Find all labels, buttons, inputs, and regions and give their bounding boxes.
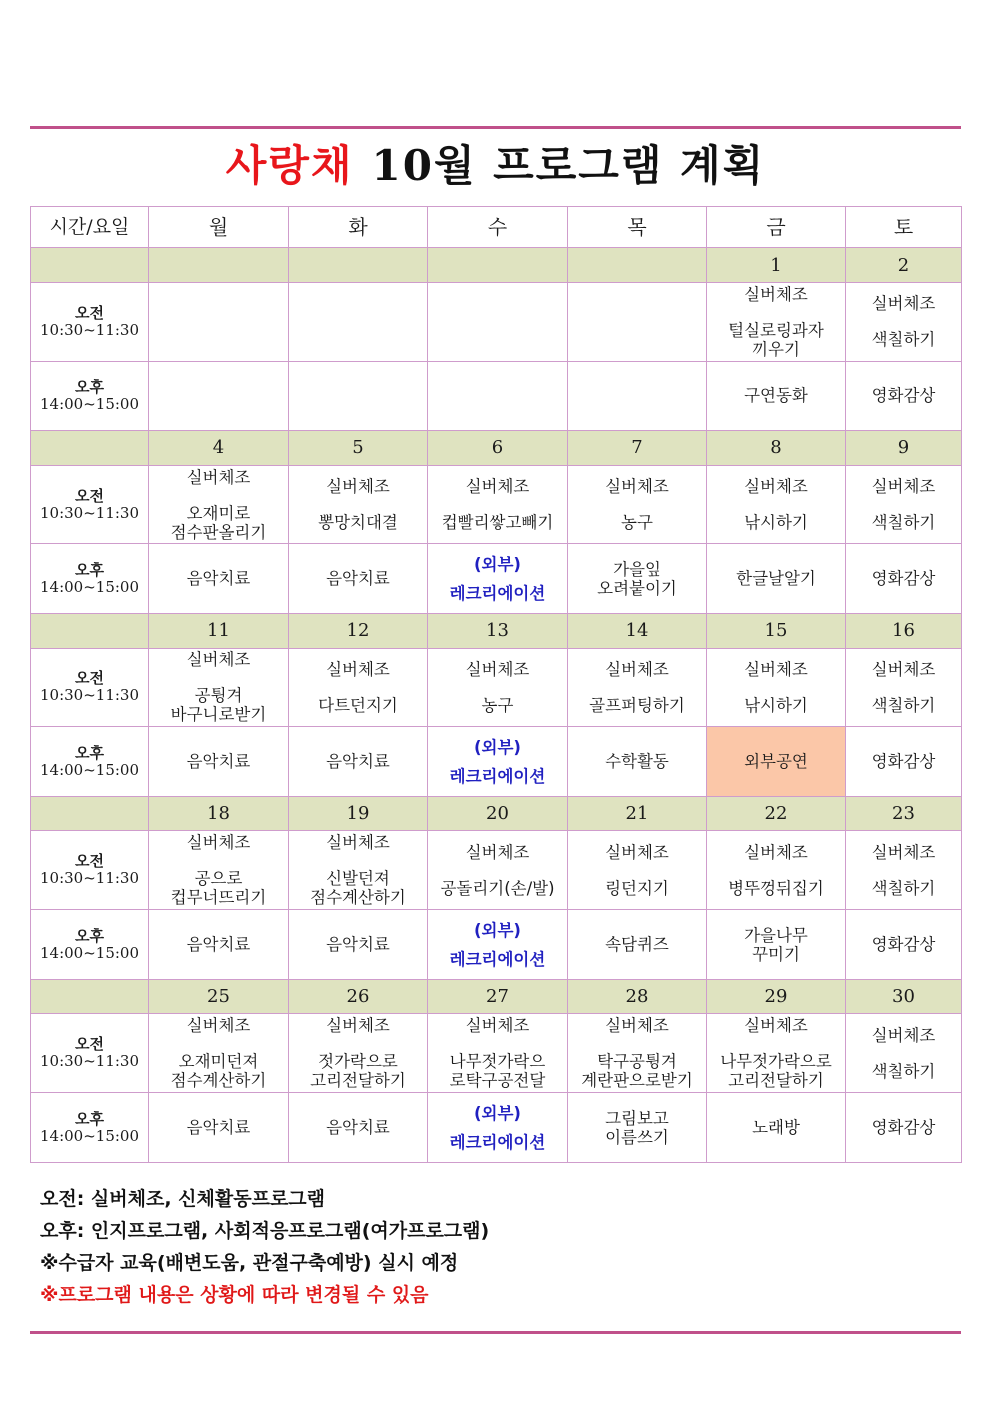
activity-cell-fri <box>707 282 846 361</box>
activity-cell-mon <box>149 361 289 431</box>
activity-cell-wed <box>428 1014 568 1093</box>
line-gap <box>707 304 845 321</box>
activity-line: 실버체조 <box>605 659 669 679</box>
activity-cell-fri <box>707 831 846 910</box>
line-gap <box>568 496 706 513</box>
activity-cell-thu <box>568 1014 707 1093</box>
activity-cell-fri <box>707 1014 846 1093</box>
pm-label-name: 오후 <box>75 560 104 579</box>
activity-line: 농구 <box>481 695 514 715</box>
activity-line: 실버체조 <box>871 477 936 497</box>
date-cell-wed <box>428 248 568 282</box>
activity-line: 실버체조 <box>186 833 251 853</box>
activity-line: 실버체조 <box>871 1025 936 1045</box>
activity-line: 실버체조 <box>326 1016 390 1036</box>
date-cell-fri: 29 <box>707 979 846 1013</box>
line-gap <box>707 679 845 696</box>
activity-line: 속담퀴즈 <box>605 935 669 955</box>
am-label-time: 10:30~11:30 <box>39 686 140 705</box>
activity-line: 가을나무 <box>744 925 808 945</box>
note-change: ※프로그램 내용은 상황에 따라 변경될 수 있음 <box>40 1284 429 1306</box>
activity-line: (외부) <box>474 920 521 940</box>
date-cell-tue: 12 <box>289 614 428 648</box>
pm-time-label <box>31 1093 149 1163</box>
activity-cell-sat <box>846 361 962 431</box>
activity-cell-sat <box>846 831 962 910</box>
activity-line: 뽕망치대결 <box>318 513 398 533</box>
activity-cell-sat <box>846 910 962 980</box>
date-cell-mon: 11 <box>149 614 289 648</box>
activity-line: 젓가락으로 <box>318 1052 398 1072</box>
activity-cell-thu <box>568 648 707 727</box>
activity-line: 실버체조 <box>871 294 936 314</box>
activity-cell-wed <box>428 910 568 980</box>
activity-cell-mon <box>149 1093 289 1163</box>
activity-line: 실버체조 <box>744 284 808 304</box>
date-cell-fri: 22 <box>707 797 846 831</box>
header-corner: 시간/요일 <box>31 207 149 248</box>
activity-line: 실버체조 <box>326 477 390 497</box>
pm-label-name: 오후 <box>75 377 104 396</box>
activity-line: 오려붙이기 <box>597 578 677 598</box>
pm-label-name: 오후 <box>75 743 104 762</box>
activity-line: 점수계산하기 <box>170 1071 267 1091</box>
activity-line: 색칠하기 <box>871 878 936 898</box>
page-title <box>30 140 961 192</box>
date-row-label <box>31 614 149 648</box>
activity-cell-tue <box>289 727 428 797</box>
activity-line: 음악치료 <box>326 569 390 589</box>
line-gap <box>289 496 427 513</box>
date-row-label <box>31 431 149 465</box>
activity-line: 낚시하기 <box>744 695 808 715</box>
activity-cell-mon <box>149 831 289 910</box>
line-gap <box>568 679 706 696</box>
pm-label-time: 14:00~15:00 <box>39 394 140 413</box>
pm-row <box>31 361 962 431</box>
date-cell-tue: 5 <box>289 431 428 465</box>
activity-line: 한글날알기 <box>736 569 816 589</box>
line-gap <box>428 679 567 696</box>
date-cell-mon: 4 <box>149 431 289 465</box>
am-row <box>31 465 962 544</box>
activity-line: 점수판올리기 <box>170 522 267 542</box>
activity-line: 실버체조 <box>186 467 251 487</box>
activity-line: 고리전달하기 <box>728 1071 824 1091</box>
header-day-sat: 토 <box>846 207 962 248</box>
activity-line: 실버체조 <box>186 650 251 670</box>
pm-time-label <box>31 544 149 614</box>
date-cell-thu: 28 <box>568 979 707 1013</box>
pm-row <box>31 544 962 614</box>
activity-cell-tue <box>289 361 428 431</box>
date-cell-wed: 27 <box>428 979 568 1013</box>
am-label-name: 오전 <box>75 669 104 688</box>
line-gap <box>568 862 706 879</box>
activity-line: 탁구공튕겨 <box>597 1052 677 1072</box>
activity-line: 색칠하기 <box>871 513 936 533</box>
activity-line: 레크리에이션 <box>449 766 546 786</box>
activity-line: 실버체조 <box>326 659 390 679</box>
line-gap <box>846 862 961 879</box>
date-cell-wed: 13 <box>428 614 568 648</box>
activity-line: (외부) <box>474 1103 521 1123</box>
line-gap <box>846 313 961 330</box>
activity-cell-fri <box>707 727 846 797</box>
pm-row <box>31 727 962 797</box>
pm-time-label <box>31 361 149 431</box>
line-gap <box>568 1035 706 1052</box>
date-cell-sat: 30 <box>846 979 962 1013</box>
activity-line: 오재미로 <box>186 503 251 523</box>
activity-line: 나무젓가락으로 <box>720 1052 832 1072</box>
line-gap <box>707 862 845 879</box>
note-am: 오전: 실버체조, 신체활동프로그램 <box>40 1188 326 1210</box>
activity-cell-mon <box>149 910 289 980</box>
activity-cell-thu <box>568 465 707 544</box>
date-cell-wed: 20 <box>428 797 568 831</box>
line-gap <box>428 862 567 879</box>
notes <box>40 1183 940 1311</box>
activity-cell-wed <box>428 465 568 544</box>
activity-line: 신발던져 <box>326 869 390 889</box>
activity-line: 레크리에이션 <box>449 949 546 969</box>
date-cell-sat: 23 <box>846 797 962 831</box>
activity-line: 실버체조 <box>605 1016 669 1036</box>
activity-cell-mon <box>149 282 289 361</box>
header-day-wed: 수 <box>428 207 568 248</box>
pm-row <box>31 1093 962 1163</box>
date-cell-sat: 9 <box>846 431 962 465</box>
am-label-time: 10:30~11:30 <box>39 503 140 522</box>
header-day-mon: 월 <box>149 207 289 248</box>
date-cell-fri: 1 <box>707 248 846 282</box>
activity-line: 레크리에이션 <box>449 1132 546 1152</box>
date-cell-tue: 19 <box>289 797 428 831</box>
activity-cell-tue <box>289 465 428 544</box>
line-gap <box>289 679 427 696</box>
date-cell-mon: 25 <box>149 979 289 1013</box>
am-time-label <box>31 282 149 361</box>
activity-cell-thu <box>568 544 707 614</box>
pm-label-name: 오후 <box>75 926 104 945</box>
activity-cell-sat <box>846 544 962 614</box>
activity-cell-fri <box>707 361 846 431</box>
title-brand: 사랑채 <box>225 141 354 190</box>
activity-line: 음악치료 <box>186 752 251 772</box>
activity-line: 실버체조 <box>605 477 669 497</box>
activity-line: 이름쓰기 <box>605 1127 669 1147</box>
line-gap <box>707 1035 845 1052</box>
pm-label-time: 14:00~15:00 <box>39 943 140 962</box>
date-row-label <box>31 797 149 831</box>
activity-cell-fri <box>707 910 846 980</box>
activity-line: 수학활동 <box>605 752 669 772</box>
activity-line: (외부) <box>474 554 521 574</box>
am-time-label <box>31 1014 149 1093</box>
activity-cell-thu <box>568 831 707 910</box>
activity-line: 가을잎 <box>613 559 661 579</box>
activity-cell-mon <box>149 727 289 797</box>
activity-cell-fri <box>707 648 846 727</box>
activity-line: 낚시하기 <box>744 513 808 533</box>
activity-line: 실버체조 <box>465 1016 530 1036</box>
activity-cell-tue <box>289 831 428 910</box>
am-label-name: 오전 <box>75 852 104 871</box>
date-row <box>31 248 962 282</box>
activity-cell-sat <box>846 282 962 361</box>
date-row-label <box>31 979 149 1013</box>
activity-line: 실버체조 <box>465 659 530 679</box>
line-gap <box>289 852 427 869</box>
activity-cell-tue <box>289 282 428 361</box>
activity-line: 영화감상 <box>871 1118 936 1138</box>
am-label-name: 오전 <box>75 303 104 322</box>
activity-line: 점수계산하기 <box>310 888 406 908</box>
date-cell-fri: 15 <box>707 614 846 648</box>
am-label-name: 오전 <box>75 1035 104 1054</box>
activity-line: 외부공연 <box>744 752 808 772</box>
activity-line: 실버체조 <box>186 1016 251 1036</box>
pm-time-label <box>31 727 149 797</box>
activity-cell-thu <box>568 361 707 431</box>
activity-cell-mon <box>149 648 289 727</box>
activity-cell-wed <box>428 727 568 797</box>
activity-cell-thu <box>568 910 707 980</box>
activity-line: 공튕겨 <box>194 686 243 706</box>
activity-line: 실버체조 <box>605 842 669 862</box>
activity-line: 다트던지기 <box>318 695 398 715</box>
activity-cell-wed <box>428 648 568 727</box>
activity-line: 컵무너뜨리기 <box>170 888 267 908</box>
am-row <box>31 831 962 910</box>
activity-line: 공으로 <box>194 869 243 889</box>
activity-line: 영화감상 <box>871 752 936 772</box>
activity-line: 공돌리기(손/발) <box>440 878 555 898</box>
date-row <box>31 797 962 831</box>
line-gap <box>846 679 961 696</box>
activity-line: 색칠하기 <box>871 1061 936 1081</box>
activity-cell-fri <box>707 465 846 544</box>
am-time-label <box>31 465 149 544</box>
bottom-divider <box>30 1331 961 1334</box>
header-day-fri: 금 <box>707 207 846 248</box>
activity-line: 실버체조 <box>465 842 530 862</box>
activity-cell-tue <box>289 910 428 980</box>
activity-line: 색칠하기 <box>871 695 936 715</box>
date-cell-sat: 16 <box>846 614 962 648</box>
note-pm: 오후: 인지프로그램, 사회적응프로그램(여가프로그램) <box>40 1220 490 1242</box>
am-row <box>31 648 962 727</box>
line-gap <box>428 1035 567 1052</box>
header-day-tue: 화 <box>289 207 428 248</box>
activity-cell-sat <box>846 648 962 727</box>
activity-line: 농구 <box>621 513 653 533</box>
activity-line: 영화감상 <box>871 386 936 406</box>
activity-line: 음악치료 <box>186 1118 251 1138</box>
activity-cell-mon <box>149 465 289 544</box>
pm-label-time: 14:00~15:00 <box>39 760 140 779</box>
line-gap <box>707 496 845 513</box>
activity-line: 영화감상 <box>871 935 936 955</box>
line-gap <box>289 1035 427 1052</box>
pm-time-label <box>31 910 149 980</box>
activity-line: 노래방 <box>752 1118 800 1138</box>
am-time-label <box>31 831 149 910</box>
date-cell-tue <box>289 248 428 282</box>
date-cell-thu: 14 <box>568 614 707 648</box>
activity-line: 계란판으로받기 <box>581 1071 693 1091</box>
activity-line: 병뚜껑뒤집기 <box>728 878 824 898</box>
date-cell-thu <box>568 248 707 282</box>
activity-cell-thu <box>568 727 707 797</box>
line-gap <box>149 669 288 686</box>
activity-line: 나무젓가락으 <box>449 1052 546 1072</box>
activity-line: 골프퍼팅하기 <box>589 695 685 715</box>
activity-cell-sat <box>846 465 962 544</box>
activity-cell-sat <box>846 1093 962 1163</box>
date-cell-wed: 6 <box>428 431 568 465</box>
am-row <box>31 282 962 361</box>
activity-cell-tue <box>289 1093 428 1163</box>
am-label-time: 10:30~11:30 <box>39 1052 140 1071</box>
line-gap <box>846 1045 961 1062</box>
activity-cell-sat <box>846 727 962 797</box>
activity-cell-wed <box>428 361 568 431</box>
line-gap <box>149 487 288 504</box>
date-cell-fri: 8 <box>707 431 846 465</box>
activity-line: 실버체조 <box>326 833 390 853</box>
activity-line: 오재미던져 <box>178 1052 259 1072</box>
activity-line: 영화감상 <box>871 569 936 589</box>
am-label-time: 10:30~11:30 <box>39 320 140 339</box>
activity-line: 그림보고 <box>605 1108 669 1128</box>
activity-cell-mon <box>149 544 289 614</box>
activity-line: 실버체조 <box>465 477 530 497</box>
date-cell-tue: 26 <box>289 979 428 1013</box>
pm-label-time: 14:00~15:00 <box>39 577 140 596</box>
activity-line: 끼우기 <box>752 339 800 359</box>
line-gap <box>846 496 961 513</box>
line-gap <box>149 852 288 869</box>
activity-line: 고리전달하기 <box>310 1071 406 1091</box>
activity-cell-tue <box>289 648 428 727</box>
am-label-name: 오전 <box>75 486 104 505</box>
date-row <box>31 979 962 1013</box>
date-row <box>31 431 962 465</box>
date-cell-thu: 21 <box>568 797 707 831</box>
schedule-table <box>30 206 962 1163</box>
activity-line: 바구니로받기 <box>170 705 267 725</box>
activity-line: 실버체조 <box>871 842 936 862</box>
date-cell-mon <box>149 248 289 282</box>
activity-cell-thu <box>568 1093 707 1163</box>
date-row-label <box>31 248 149 282</box>
pm-row <box>31 910 962 980</box>
am-row <box>31 1014 962 1093</box>
header-day-thu: 목 <box>568 207 707 248</box>
activity-line: 실버체조 <box>744 1016 808 1036</box>
activity-line: 음악치료 <box>326 1118 390 1138</box>
date-row <box>31 614 962 648</box>
activity-line: 음악치료 <box>326 752 390 772</box>
title-rest: 10월 프로그램 계획 <box>371 141 766 190</box>
activity-line: 음악치료 <box>186 569 251 589</box>
header-row <box>31 207 962 248</box>
activity-line: 털실로링과자 <box>728 320 824 340</box>
activity-cell-tue <box>289 544 428 614</box>
activity-line: 실버체조 <box>744 477 808 497</box>
activity-cell-wed <box>428 1093 568 1163</box>
date-cell-sat: 2 <box>846 248 962 282</box>
am-label-time: 10:30~11:30 <box>39 869 140 888</box>
activity-cell-tue <box>289 1014 428 1093</box>
activity-line: 링던지기 <box>605 878 669 898</box>
activity-line: 컵빨리쌓고빼기 <box>441 513 554 533</box>
date-cell-thu: 7 <box>568 431 707 465</box>
activity-cell-fri <box>707 544 846 614</box>
top-divider <box>30 126 961 129</box>
activity-cell-wed <box>428 544 568 614</box>
line-gap <box>149 1035 288 1052</box>
activity-line: 음악치료 <box>326 935 390 955</box>
activity-cell-wed <box>428 831 568 910</box>
activity-line: 실버체조 <box>744 659 808 679</box>
activity-cell-thu <box>568 282 707 361</box>
line-gap <box>428 496 567 513</box>
activity-line: 음악치료 <box>186 935 251 955</box>
pm-label-time: 14:00~15:00 <box>39 1126 140 1145</box>
date-cell-mon: 18 <box>149 797 289 831</box>
activity-line: 로탁구공전달 <box>449 1071 546 1091</box>
activity-line: 레크리에이션 <box>449 583 546 603</box>
activity-cell-sat <box>846 1014 962 1093</box>
pm-label-name: 오후 <box>75 1109 104 1128</box>
activity-line: 색칠하기 <box>871 330 936 350</box>
activity-line: 실버체조 <box>871 659 936 679</box>
activity-cell-mon <box>149 1014 289 1093</box>
activity-line: 구연동화 <box>744 386 808 406</box>
activity-line: 꾸미기 <box>752 944 800 964</box>
am-time-label <box>31 648 149 727</box>
activity-line: 실버체조 <box>744 842 808 862</box>
activity-cell-fri <box>707 1093 846 1163</box>
activity-cell-wed <box>428 282 568 361</box>
activity-line: (외부) <box>474 737 521 757</box>
note-education: ※수급자 교육(배변도움, 관절구축예방) 실시 예정 <box>40 1252 459 1274</box>
